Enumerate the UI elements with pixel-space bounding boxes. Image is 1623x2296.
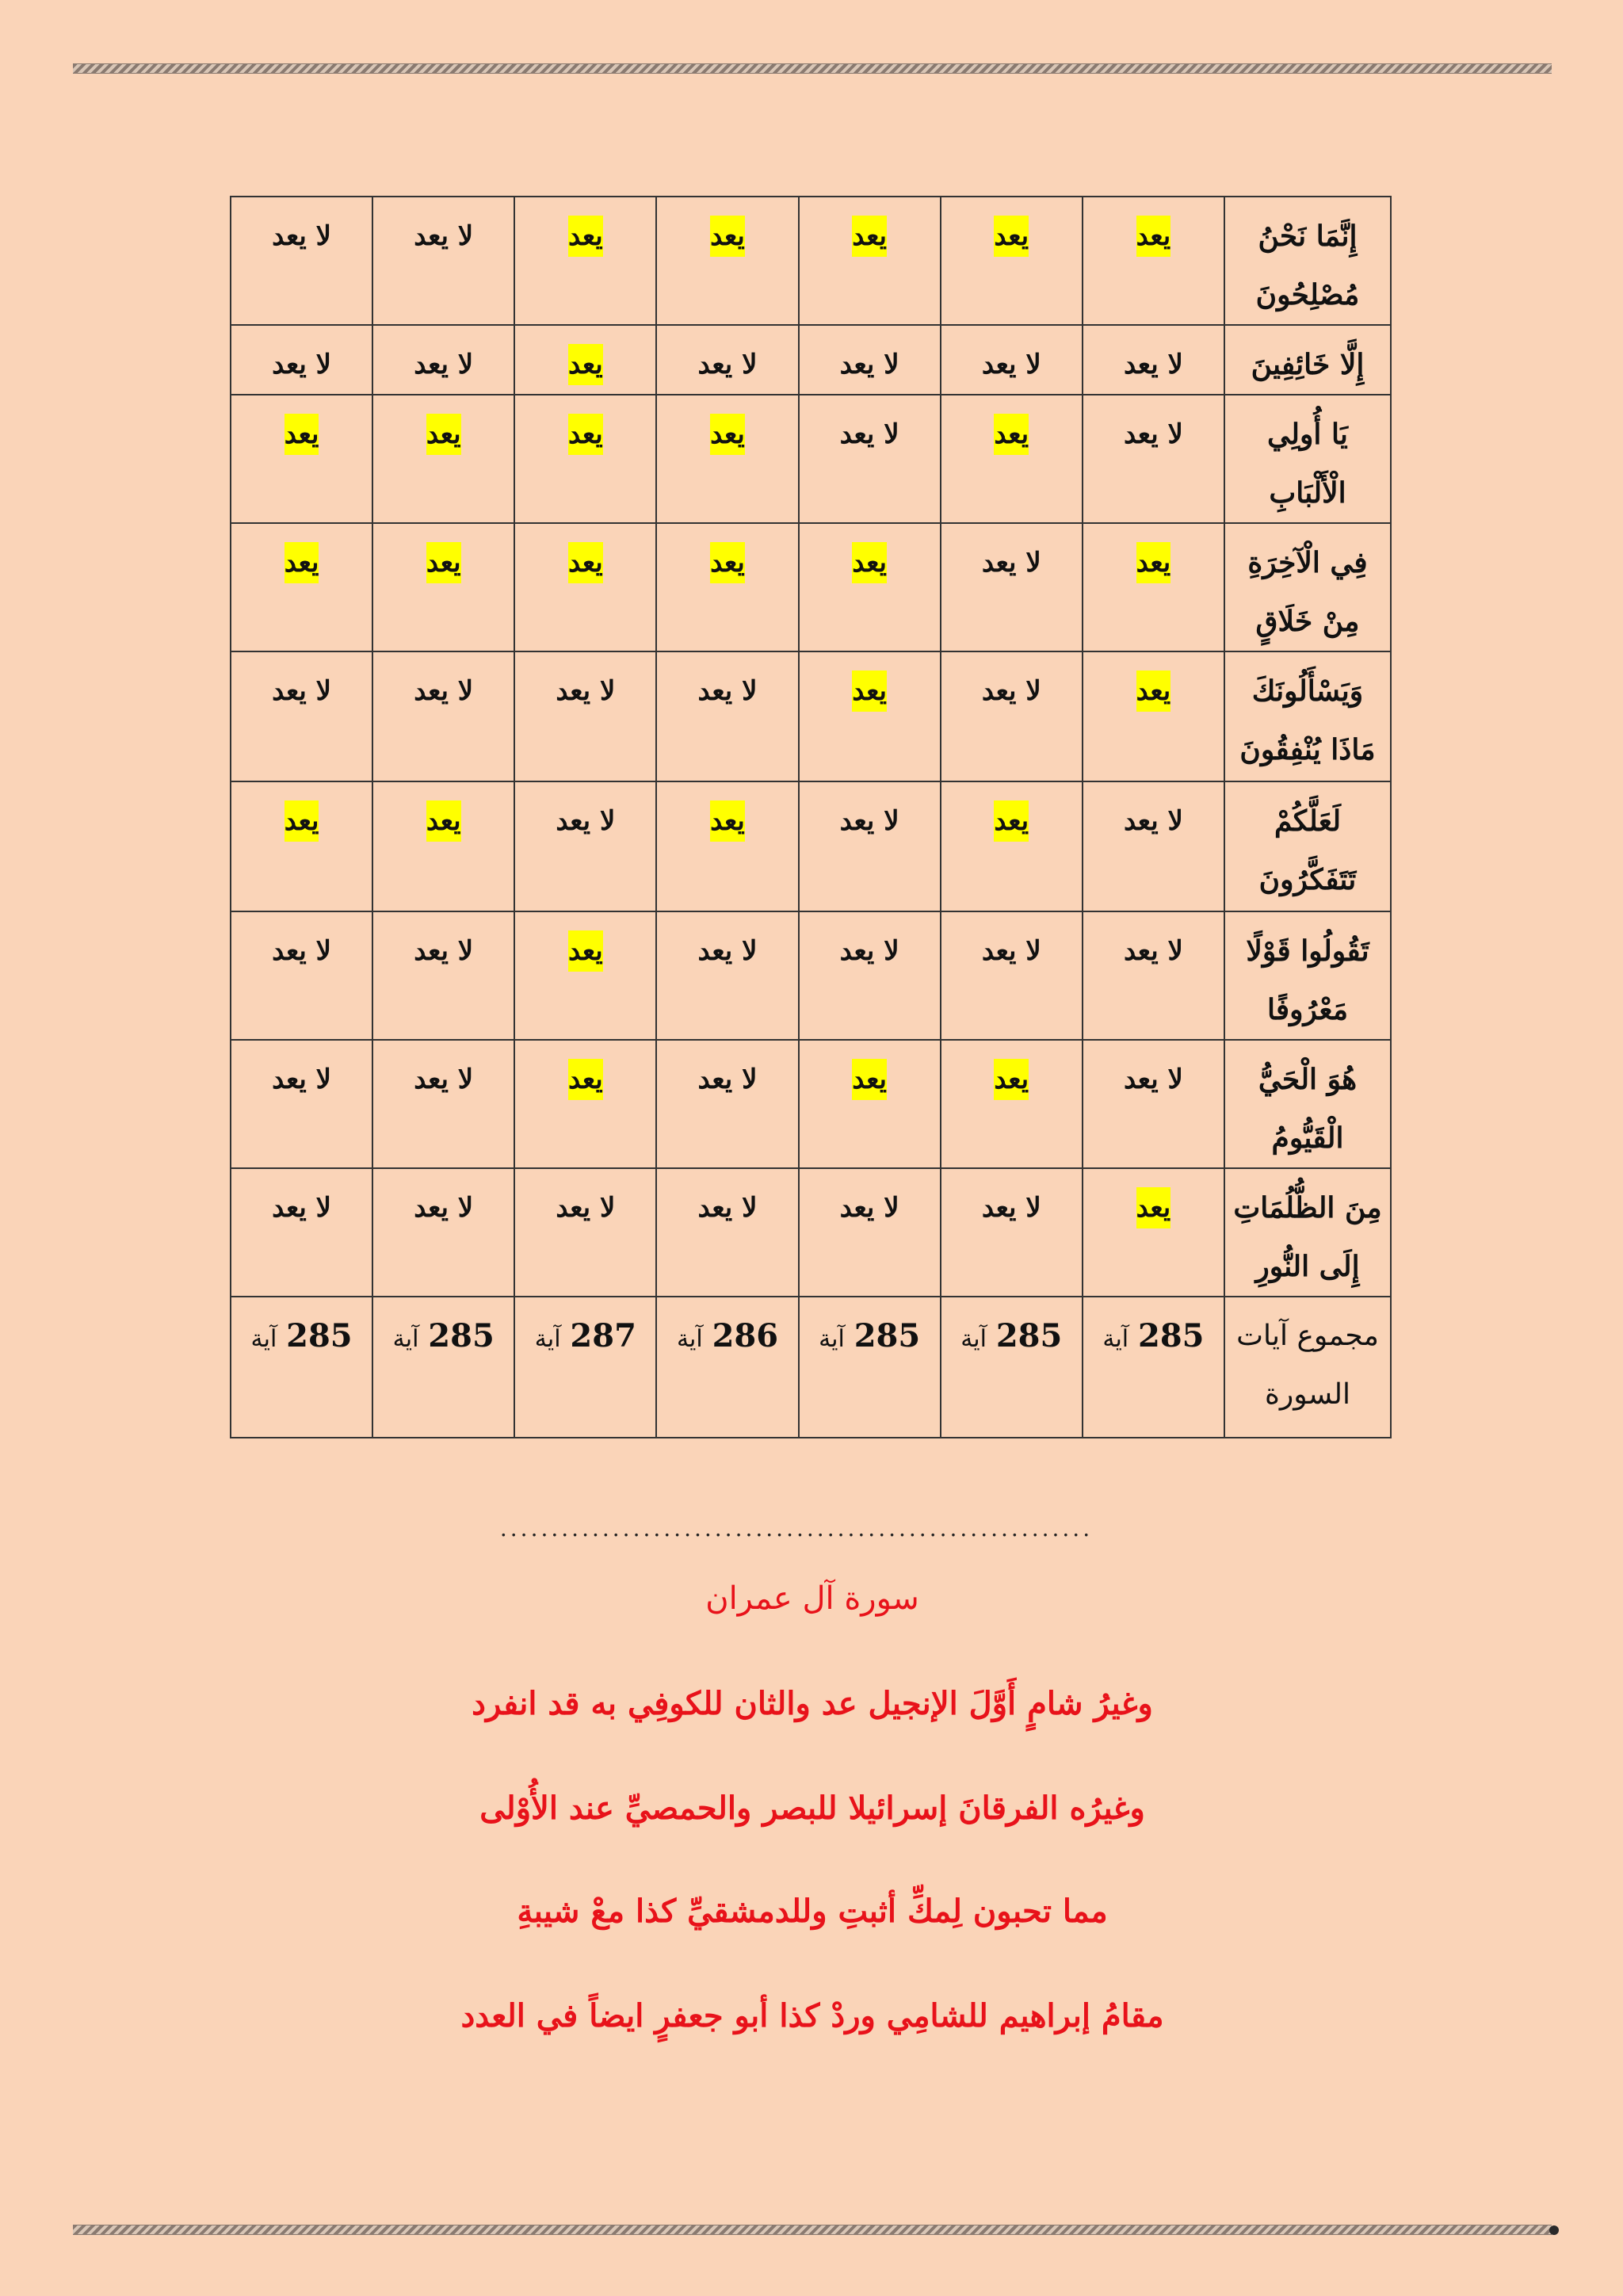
not-counted-text: لا يعد bbox=[414, 349, 474, 380]
count-cell bbox=[514, 325, 656, 395]
not-counted-text: لا يعد bbox=[981, 349, 1041, 380]
count-cell bbox=[1083, 325, 1224, 395]
count-cell bbox=[514, 395, 656, 523]
count-cell bbox=[1083, 1040, 1224, 1168]
not-counted-text: لا يعد bbox=[981, 547, 1041, 579]
count-cell bbox=[1083, 197, 1224, 325]
count-cell bbox=[1083, 523, 1224, 651]
not-counted-text: لا يعد bbox=[839, 805, 899, 837]
count-cell bbox=[231, 651, 372, 781]
count-cell bbox=[372, 911, 514, 1040]
counted-highlight: يعد bbox=[1136, 542, 1171, 583]
counted-highlight: يعد bbox=[994, 1059, 1029, 1100]
poem-line: وغيرُه الفرقانَ إسرائيلا للبصر والحمصيِّ عند الأُوْلى bbox=[479, 1790, 1145, 1827]
row-label-cell bbox=[1224, 911, 1391, 1040]
counted-highlight: يعد bbox=[426, 800, 461, 842]
count-cell bbox=[231, 395, 372, 523]
row-label: لَعَلَّكُمْ تَتَفَكَّرُونَ bbox=[1258, 804, 1357, 896]
bottom-decorative-border bbox=[73, 2225, 1552, 2235]
counted-highlight: يعد bbox=[1136, 1187, 1171, 1228]
count-cell bbox=[941, 1168, 1083, 1297]
total-unit: آية bbox=[250, 1325, 277, 1353]
count-cell bbox=[656, 781, 798, 911]
row-label-cell bbox=[1224, 1040, 1391, 1168]
row-label-cell bbox=[1224, 523, 1391, 651]
counted-highlight: يعد bbox=[285, 542, 319, 583]
not-counted-text: لا يعد bbox=[414, 675, 474, 707]
count-cell bbox=[799, 197, 941, 325]
table-row bbox=[231, 325, 1391, 395]
total-cell bbox=[1083, 1297, 1224, 1438]
total-number: 285 bbox=[854, 1317, 921, 1354]
not-counted-text: لا يعد bbox=[414, 220, 474, 252]
count-cell bbox=[1083, 781, 1224, 911]
poem-title: سورة آل عمران bbox=[705, 1580, 919, 1617]
row-label: إِلَّا خَائِفِينَ bbox=[1251, 348, 1365, 381]
not-counted-text: لا يعد bbox=[414, 1064, 474, 1095]
count-cell bbox=[941, 325, 1083, 395]
not-counted-text: لا يعد bbox=[1123, 349, 1183, 380]
count-cell bbox=[372, 395, 514, 523]
counted-highlight: يعد bbox=[568, 930, 603, 972]
table-row bbox=[231, 395, 1391, 523]
count-cell bbox=[514, 651, 656, 781]
count-cell bbox=[941, 395, 1083, 523]
top-decorative-border bbox=[73, 63, 1552, 74]
row-label: تَقُولُوا قَوْلًا مَعْرُوفًا bbox=[1246, 934, 1369, 1026]
counted-highlight: يعد bbox=[568, 1059, 603, 1100]
not-counted-text: لا يعد bbox=[414, 1192, 474, 1224]
count-cell bbox=[514, 197, 656, 325]
count-cell bbox=[941, 781, 1083, 911]
total-cell bbox=[514, 1297, 656, 1438]
count-cell bbox=[1083, 651, 1224, 781]
total-cell bbox=[372, 1297, 514, 1438]
counted-highlight: يعد bbox=[710, 216, 745, 257]
count-cell bbox=[799, 395, 941, 523]
table-row bbox=[231, 651, 1391, 781]
count-cell bbox=[799, 911, 941, 1040]
count-cell bbox=[231, 781, 372, 911]
count-cell bbox=[1083, 911, 1224, 1040]
count-cell bbox=[372, 1040, 514, 1168]
table-row bbox=[231, 781, 1391, 911]
count-cell bbox=[514, 1040, 656, 1168]
count-cell bbox=[799, 325, 941, 395]
row-label: فِي الْآخِرَةِ مِنْ خَلَاقٍ bbox=[1247, 546, 1368, 638]
table-row bbox=[231, 911, 1391, 1040]
row-label: إِنَّمَا نَحْنُ مُصْلِحُونَ bbox=[1255, 220, 1360, 311]
not-counted-text: لا يعد bbox=[1123, 805, 1183, 837]
row-label-cell bbox=[1224, 325, 1391, 395]
counted-highlight: يعد bbox=[994, 414, 1029, 455]
count-cell bbox=[372, 781, 514, 911]
counted-highlight: يعد bbox=[710, 542, 745, 583]
count-cell bbox=[799, 1168, 941, 1297]
poem-line: مما تحبون لِمكِّ أثبتِ وللدمشقيِّ كذا معْ شيبةِ bbox=[517, 1893, 1108, 1930]
total-cell bbox=[231, 1297, 372, 1438]
counted-highlight: يعد bbox=[285, 414, 319, 455]
total-unit: آية bbox=[392, 1325, 419, 1353]
count-cell bbox=[231, 911, 372, 1040]
row-label-cell bbox=[1224, 1168, 1391, 1297]
not-counted-text: لا يعد bbox=[697, 935, 758, 967]
not-counted-text: لا يعد bbox=[556, 675, 616, 707]
not-counted-text: لا يعد bbox=[1123, 935, 1183, 967]
count-cell bbox=[799, 651, 941, 781]
counted-highlight: يعد bbox=[710, 414, 745, 455]
counted-highlight: يعد bbox=[1136, 216, 1171, 257]
total-cell bbox=[656, 1297, 798, 1438]
count-cell bbox=[656, 395, 798, 523]
row-label-cell bbox=[1224, 395, 1391, 523]
count-cell bbox=[941, 911, 1083, 1040]
count-cell bbox=[1083, 395, 1224, 523]
not-counted-text: لا يعد bbox=[1123, 418, 1183, 450]
count-cell bbox=[656, 911, 798, 1040]
row-label-cell bbox=[1224, 781, 1391, 911]
table-row bbox=[231, 1168, 1391, 1297]
total-number: 285 bbox=[995, 1317, 1063, 1354]
counted-highlight: يعد bbox=[710, 800, 745, 842]
not-counted-text: لا يعد bbox=[981, 935, 1041, 967]
count-cell bbox=[231, 325, 372, 395]
not-counted-text: لا يعد bbox=[839, 1192, 899, 1224]
counted-highlight: يعد bbox=[568, 344, 603, 385]
counted-highlight: يعد bbox=[994, 800, 1029, 842]
counted-highlight: يعد bbox=[568, 542, 603, 583]
count-cell bbox=[799, 523, 941, 651]
total-cell bbox=[941, 1297, 1083, 1438]
border-end-dot bbox=[1549, 2225, 1559, 2235]
not-counted-text: لا يعد bbox=[556, 1192, 616, 1224]
count-cell bbox=[372, 325, 514, 395]
not-counted-text: لا يعد bbox=[1123, 1064, 1183, 1095]
not-counted-text: لا يعد bbox=[697, 349, 758, 380]
table-row bbox=[231, 1040, 1391, 1168]
total-row bbox=[231, 1297, 1391, 1438]
count-cell bbox=[514, 781, 656, 911]
table-row bbox=[231, 523, 1391, 651]
count-cell bbox=[941, 1040, 1083, 1168]
total-label: مجموع آيات السورة bbox=[1236, 1320, 1379, 1411]
count-cell bbox=[231, 197, 372, 325]
count-cell bbox=[656, 325, 798, 395]
counted-highlight: يعد bbox=[285, 800, 319, 842]
counted-highlight: يعد bbox=[1136, 670, 1171, 712]
not-counted-text: لا يعد bbox=[272, 1064, 332, 1095]
counted-highlight: يعد bbox=[852, 670, 887, 712]
not-counted-text: لا يعد bbox=[272, 935, 332, 967]
not-counted-text: لا يعد bbox=[981, 675, 1041, 707]
total-number: 285 bbox=[286, 1317, 353, 1354]
count-cell bbox=[372, 1168, 514, 1297]
not-counted-text: لا يعد bbox=[697, 1064, 758, 1095]
counted-highlight: يعد bbox=[426, 542, 461, 583]
count-cell bbox=[656, 197, 798, 325]
row-label-cell bbox=[1224, 197, 1391, 325]
total-number: 287 bbox=[570, 1317, 636, 1354]
dotted-separator: .......................................................... bbox=[499, 1515, 1094, 1541]
row-label-cell bbox=[1224, 651, 1391, 781]
total-unit: آية bbox=[676, 1325, 703, 1353]
count-cell bbox=[656, 1168, 798, 1297]
not-counted-text: لا يعد bbox=[272, 220, 332, 252]
total-unit: آية bbox=[960, 1325, 987, 1353]
not-counted-text: لا يعد bbox=[981, 1192, 1041, 1224]
counted-highlight: يعد bbox=[568, 216, 603, 257]
total-number: 285 bbox=[428, 1317, 495, 1354]
row-label: مِنَ الظُّلُمَاتِ إِلَى النُّورِ bbox=[1233, 1191, 1382, 1283]
counted-highlight: يعد bbox=[568, 414, 603, 455]
count-cell bbox=[514, 1168, 656, 1297]
row-label: هُوَ الْحَيُّ الْقَيُّومُ bbox=[1258, 1063, 1358, 1155]
not-counted-text: لا يعد bbox=[839, 935, 899, 967]
total-number: 285 bbox=[1137, 1317, 1205, 1354]
total-number: 286 bbox=[712, 1317, 779, 1354]
not-counted-text: لا يعد bbox=[272, 675, 332, 707]
total-label-cell bbox=[1224, 1297, 1391, 1438]
verse-count-table bbox=[230, 196, 1392, 1438]
poem-line: مقامُ إبراهيم للشامِي وردْ كذا أبو جعفرٍ ايضاً في العدد bbox=[460, 1997, 1164, 2034]
poem-line: وغيرُ شامٍ أَوَّلَ الإنجيل عد والثان للكوفِي به قد انفرد bbox=[472, 1685, 1153, 1722]
count-cell bbox=[372, 523, 514, 651]
count-cell bbox=[941, 651, 1083, 781]
count-cell bbox=[231, 523, 372, 651]
counted-highlight: يعد bbox=[852, 1059, 887, 1100]
not-counted-text: لا يعد bbox=[272, 349, 332, 380]
total-unit: آية bbox=[534, 1325, 561, 1353]
total-unit: آية bbox=[1102, 1325, 1129, 1353]
count-cell bbox=[231, 1040, 372, 1168]
count-cell bbox=[941, 197, 1083, 325]
not-counted-text: لا يعد bbox=[697, 675, 758, 707]
not-counted-text: لا يعد bbox=[839, 349, 899, 380]
total-cell bbox=[799, 1297, 941, 1438]
not-counted-text: لا يعد bbox=[839, 418, 899, 450]
count-cell bbox=[514, 911, 656, 1040]
count-cell bbox=[799, 1040, 941, 1168]
count-cell bbox=[656, 651, 798, 781]
count-cell bbox=[372, 651, 514, 781]
counted-highlight: يعد bbox=[994, 216, 1029, 257]
not-counted-text: لا يعد bbox=[414, 935, 474, 967]
count-cell bbox=[1083, 1168, 1224, 1297]
count-cell bbox=[656, 523, 798, 651]
counted-highlight: يعد bbox=[852, 216, 887, 257]
table-row bbox=[231, 197, 1391, 325]
count-cell bbox=[231, 1168, 372, 1297]
count-cell bbox=[656, 1040, 798, 1168]
not-counted-text: لا يعد bbox=[697, 1192, 758, 1224]
count-cell bbox=[941, 523, 1083, 651]
count-cell bbox=[372, 197, 514, 325]
not-counted-text: لا يعد bbox=[556, 805, 616, 837]
counted-highlight: يعد bbox=[852, 542, 887, 583]
count-cell bbox=[799, 781, 941, 911]
counted-highlight: يعد bbox=[426, 414, 461, 455]
count-cell bbox=[514, 523, 656, 651]
row-label: يَا أُولِي الْأَلْبَابِ bbox=[1267, 418, 1348, 510]
row-label: وَيَسْأَلُونَكَ مَاذَا يُنْفِقُونَ bbox=[1239, 674, 1376, 766]
total-unit: آية bbox=[819, 1325, 845, 1353]
not-counted-text: لا يعد bbox=[272, 1192, 332, 1224]
